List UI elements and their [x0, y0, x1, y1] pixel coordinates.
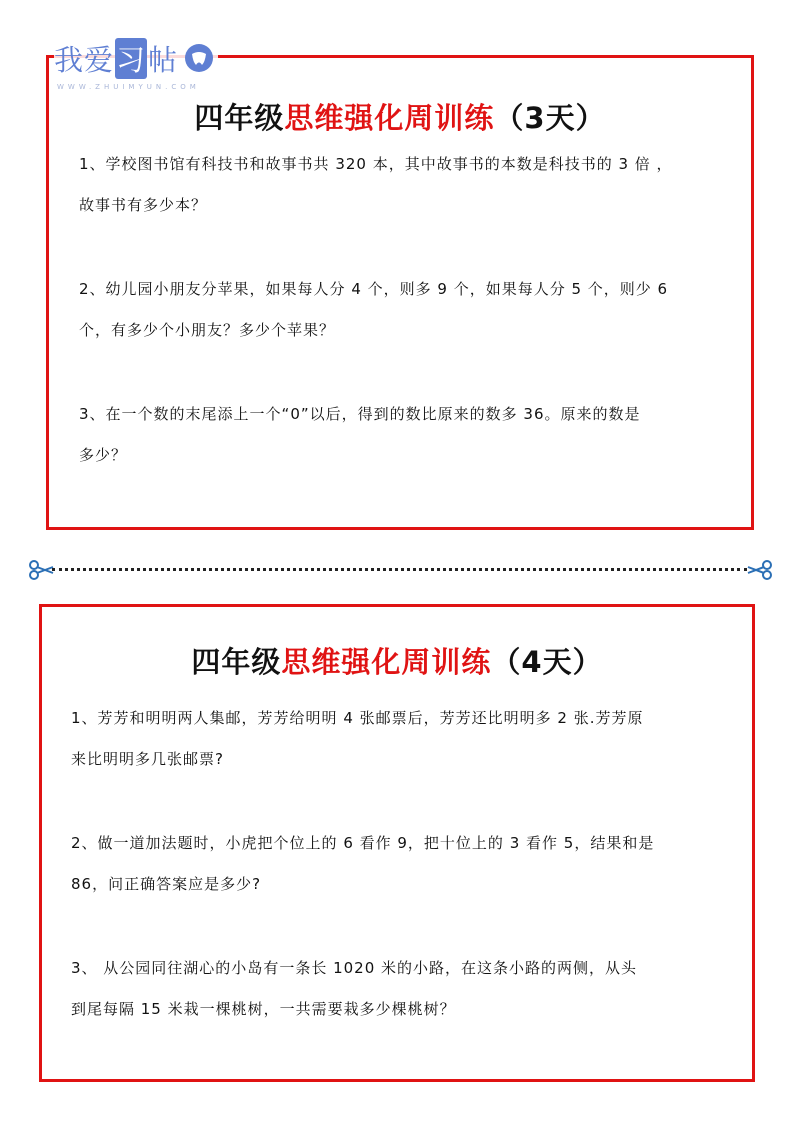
question-line: 3、在一个数的末尾添上一个“0”以后，得到的数比原来的数多 36。原来的数是: [79, 405, 641, 423]
scissors-icon: [747, 560, 773, 580]
logo-text-part1: 我爱: [54, 42, 115, 77]
tooth-logo-icon: [184, 43, 214, 73]
question-1: [71, 698, 643, 780]
title-highlight: 思维强化周训练: [284, 101, 495, 135]
title-highlight: 思维强化周训练: [281, 645, 492, 679]
question-3: [71, 948, 637, 1030]
question-1: [79, 144, 673, 226]
question-line: 多少？: [79, 446, 128, 464]
question-line: 故事书有多少本？: [79, 196, 208, 214]
question-2: [79, 269, 668, 351]
scissors-icon: [28, 560, 54, 580]
question-2: [71, 823, 654, 905]
question-line: 1、学校图书馆有科技书和故事书共 320 本，其中故事书的本数是科技书的 3 倍 ，: [79, 155, 673, 173]
title-prefix: 四年级: [194, 101, 285, 135]
logo-subtitle: WWW.ZHUIMYUN.COM: [57, 83, 200, 91]
section-box-day4: [39, 604, 755, 1082]
cut-line: [28, 560, 773, 580]
logo-text-part2: 习: [115, 38, 147, 79]
section-title: [49, 96, 751, 137]
question-line: 1、芳芳和明明两人集邮，芳芳给明明 4 张邮票后，芳芳还比明明多 2 张.芳芳原: [71, 709, 644, 727]
question-line: 2、幼儿园小朋友分苹果，如果每人分 4 个，则多 9 个，如果每人分 5 个，则少 6: [79, 280, 669, 298]
question-line: 个，有多少个小朋友？多少个苹果？: [79, 321, 336, 339]
dotted-line: [52, 568, 747, 571]
title-suffix: （3天）: [494, 101, 606, 135]
title-prefix: 四年级: [191, 645, 282, 679]
section-title: [42, 640, 752, 681]
question-line: 到尾每隔 15 米栽一棵桃树，一共需要栽多少棵桃树？: [71, 1000, 456, 1018]
question-line: 86，问正确答案应是多少?: [71, 875, 262, 893]
section-box-day3: [46, 55, 754, 530]
question-line: 2、做一道加法题时，小虎把个位上的 6 看作 9，把十位上的 3 看作 5，结果和是: [71, 834, 655, 852]
site-logo: [54, 38, 218, 78]
question-line: 3、 从公园同往湖心的小岛有一条长 1020 米的小路，在这条小路的两侧，从头: [71, 959, 638, 977]
logo-text-part3: 帖: [148, 42, 179, 77]
question-3: [79, 394, 641, 476]
question-line: 来比明明多几张邮票?: [71, 750, 224, 768]
logo-text: [54, 38, 178, 79]
title-suffix: （4天）: [491, 645, 603, 679]
